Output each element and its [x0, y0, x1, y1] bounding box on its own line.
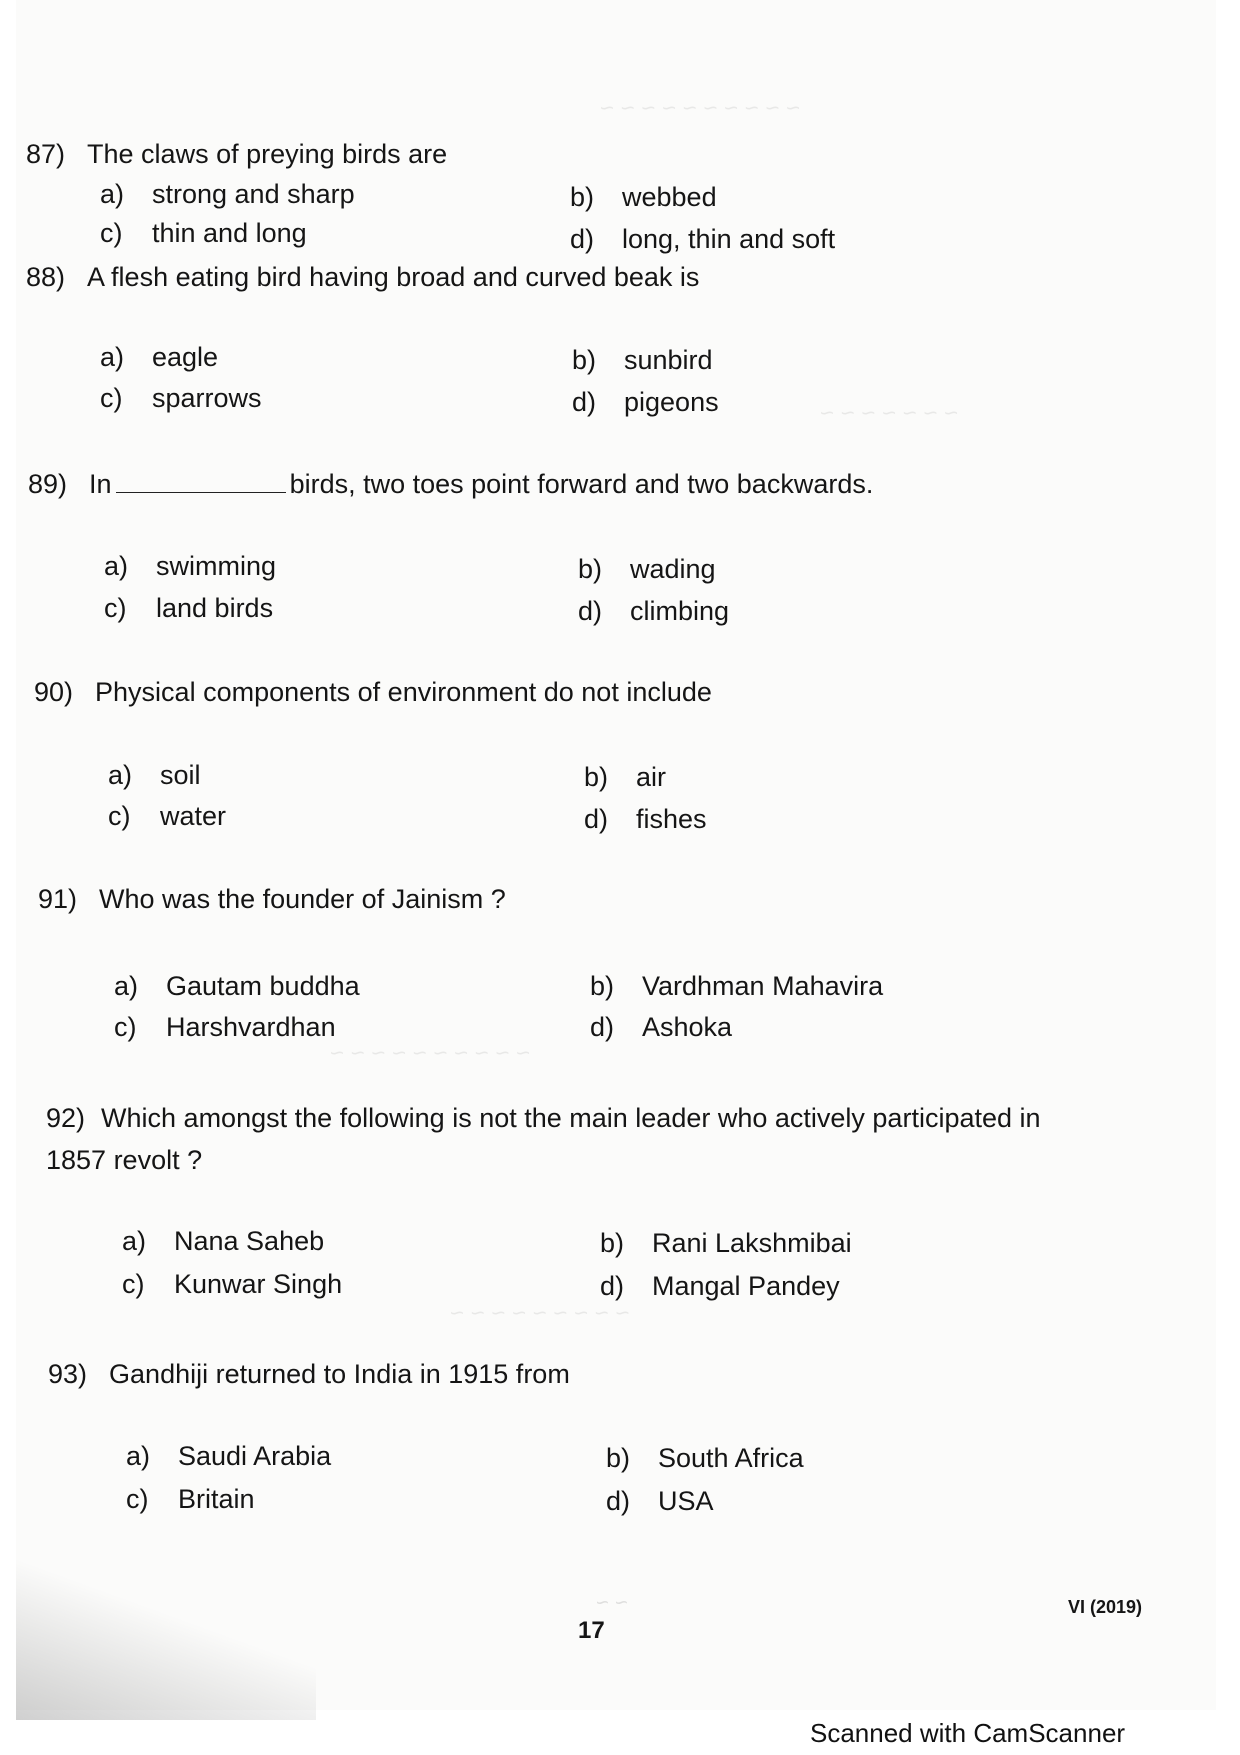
option-text: webbed [622, 182, 717, 212]
option-text: Saudi Arabia [178, 1441, 332, 1471]
option-text: Gautam buddha [166, 971, 360, 1001]
question-89 [28, 470, 873, 498]
question-text-after: birds, two toes point forward and two backwards. [289, 469, 874, 499]
page-number: 17 [578, 1617, 605, 1644]
option-label: b) [570, 182, 595, 212]
option-label: a) [104, 551, 129, 581]
option-text: wading [630, 554, 716, 584]
option-c [104, 595, 273, 622]
option-text: Harshvardhan [166, 1012, 336, 1042]
option-label: c) [126, 1484, 149, 1514]
question-87 [26, 141, 447, 168]
option-b [606, 1445, 804, 1472]
option-b [584, 764, 666, 791]
option-text: Vardhman Mahavira [642, 971, 884, 1001]
option-b [572, 347, 713, 374]
option-d [584, 806, 707, 833]
option-label: c) [108, 801, 131, 831]
option-text: Britain [178, 1484, 255, 1514]
option-b [570, 184, 717, 211]
question-number: 88) [26, 262, 66, 292]
option-text: pigeons [624, 387, 719, 417]
question-number: 90) [34, 677, 74, 707]
question-text: The claws of preying birds are [87, 139, 448, 169]
option-label: d) [606, 1486, 631, 1516]
option-a [100, 344, 218, 371]
option-label: c) [114, 1012, 137, 1042]
option-label: b) [584, 762, 609, 792]
bleed-through-text: ~ ~ ~ ~ ~ ~ ~ ~ ~ ~ [330, 1040, 531, 1067]
option-text: Kunwar Singh [174, 1269, 343, 1299]
option-text: soil [160, 760, 201, 790]
option-label: d) [572, 387, 597, 417]
bleed-through-text: ~ ~ ~ ~ ~ ~ ~ ~ ~ [450, 1300, 630, 1327]
option-label: a) [126, 1441, 151, 1471]
option-text: climbing [630, 596, 730, 626]
question-number: 93) [48, 1359, 88, 1389]
option-text: water [160, 801, 227, 831]
option-label: a) [122, 1226, 147, 1256]
question-number: 87) [26, 139, 66, 169]
option-label: a) [100, 342, 125, 372]
question-text-before: In [89, 469, 112, 499]
option-label: a) [114, 971, 139, 1001]
option-text: air [636, 762, 667, 792]
question-number: 89) [28, 469, 68, 499]
option-text: South Africa [658, 1443, 804, 1473]
option-text: USA [658, 1486, 714, 1516]
option-text: thin and long [152, 218, 307, 248]
option-d [578, 598, 729, 625]
option-text: eagle [152, 342, 219, 372]
option-c [114, 1014, 336, 1041]
option-d [590, 1014, 732, 1041]
option-a [126, 1443, 331, 1470]
option-text: fishes [636, 804, 707, 834]
option-label: a) [108, 760, 133, 790]
option-d [570, 226, 835, 253]
option-a [122, 1228, 324, 1255]
option-label: b) [578, 554, 603, 584]
question-93 [48, 1361, 570, 1388]
option-text: sunbird [624, 345, 713, 375]
option-c [108, 803, 226, 830]
scan-shadow [16, 1560, 316, 1720]
option-text: Rani Lakshmibai [652, 1228, 852, 1258]
option-label: c) [100, 218, 123, 248]
option-c [100, 220, 307, 247]
question-88 [26, 264, 699, 291]
option-a [100, 181, 355, 208]
option-label: d) [590, 1012, 615, 1042]
question-text: Who was the founder of Jainism ? [99, 884, 506, 914]
option-a [114, 973, 360, 1000]
option-a [108, 762, 201, 789]
question-number: 91) [38, 884, 78, 914]
question-90 [34, 679, 712, 706]
answer-blank [116, 470, 286, 493]
class-year-label: VI (2019) [1068, 1597, 1143, 1617]
option-label: b) [590, 971, 615, 1001]
bleed-through-text: ~ ~ ~ ~ ~ ~ ~ [820, 400, 959, 427]
option-label: d) [584, 804, 609, 834]
option-text: sparrows [152, 383, 262, 413]
option-label: c) [100, 383, 123, 413]
option-label: d) [600, 1271, 625, 1301]
question-text: Gandhiji returned to India in 1915 from [109, 1359, 570, 1389]
option-text: swimming [156, 551, 277, 581]
question-text: A flesh eating bird having broad and curved beak is [87, 262, 700, 292]
option-text: land birds [156, 593, 274, 623]
option-text: strong and sharp [152, 179, 355, 209]
option-label: c) [122, 1269, 145, 1299]
question-91 [38, 886, 506, 913]
option-text: Mangal Pandey [652, 1271, 840, 1301]
option-c [100, 385, 262, 412]
option-label: d) [578, 596, 603, 626]
option-b [578, 556, 716, 583]
option-d [572, 389, 719, 416]
option-label: b) [600, 1228, 625, 1258]
question-92 [46, 1097, 1106, 1181]
option-label: c) [104, 593, 127, 623]
option-b [600, 1230, 852, 1257]
option-d [600, 1273, 840, 1300]
option-c [122, 1271, 342, 1298]
question-text: Which amongst the following is not the main leader who actively participated in 1857 revolt ? [46, 1103, 1041, 1175]
option-c [126, 1486, 255, 1513]
option-label: b) [606, 1443, 631, 1473]
option-label: b) [572, 345, 597, 375]
question-number: 92) [46, 1103, 86, 1133]
bleed-through-text: ~ ~ ~ ~ ~ ~ ~ ~ ~ ~ [600, 95, 801, 122]
option-b [590, 973, 883, 1000]
scanner-watermark: Scanned with CamScanner [810, 1718, 1126, 1748]
option-d [606, 1488, 714, 1515]
option-text: Nana Saheb [174, 1226, 325, 1256]
option-label: d) [570, 224, 595, 254]
option-text: long, thin and soft [622, 224, 836, 254]
bleed-through-page-number: ~ ~ [596, 1590, 628, 1615]
option-a [104, 553, 276, 580]
option-label: a) [100, 179, 125, 209]
question-text: Physical components of environment do not include [95, 677, 712, 707]
option-text: Ashoka [642, 1012, 733, 1042]
